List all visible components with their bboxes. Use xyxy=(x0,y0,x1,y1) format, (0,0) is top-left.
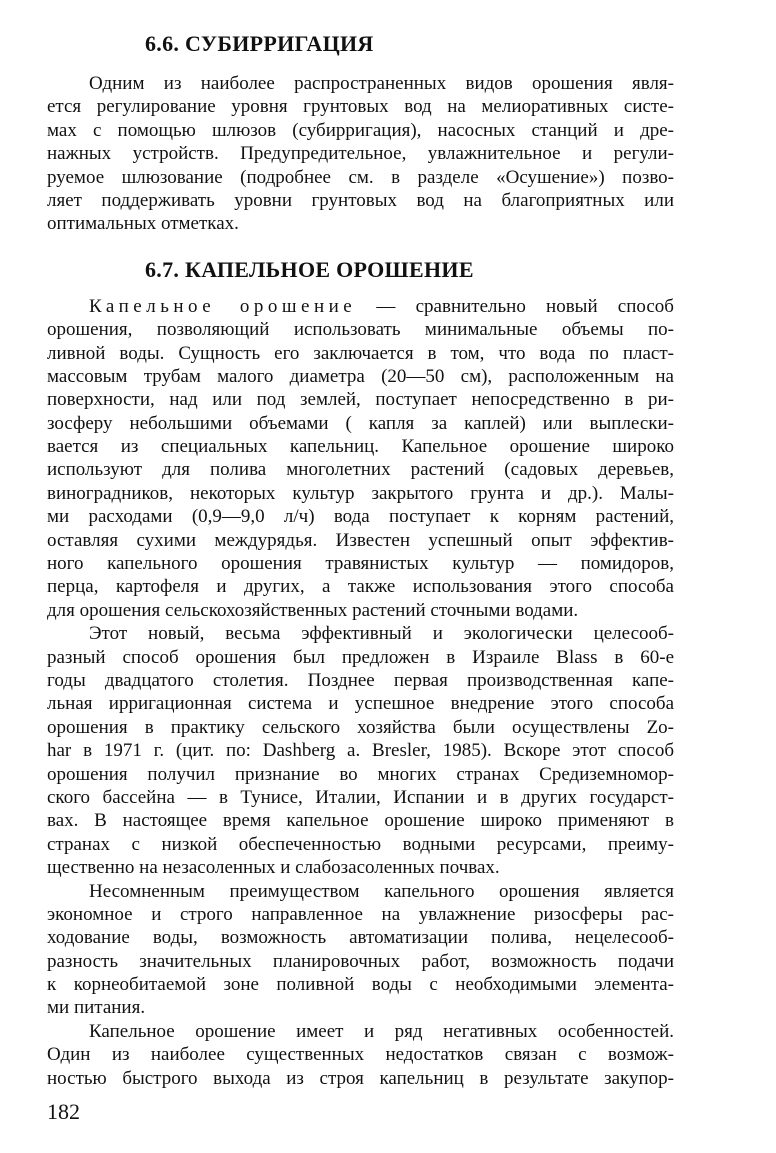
text-line: зосферу небольшими объемами ( капля за каплей) или выплески- xyxy=(47,412,674,434)
spaced-term: Капельное орошение xyxy=(89,295,357,317)
text-line: разный способ орошения был предложен в Израиле Blass в 60-е xyxy=(47,646,674,668)
text-line: ливной воды. Сущность его заключается в том, что вода по пласт- xyxy=(47,342,674,364)
page-content xyxy=(47,30,674,1090)
text-line: Капельное орошение имеет и ряд негативных особенностей. xyxy=(89,1020,674,1042)
text-line: экономное и строго направленное на увлажнение ризосферы рас- xyxy=(47,903,674,925)
text-line: Несомненным преимуществом капельного орошения является xyxy=(89,880,674,902)
paragraph-drip-history xyxy=(47,622,674,879)
text-line: ми расходами (0,9—9,0 л/ч) вода поступает к корням растений, xyxy=(47,506,674,528)
text-line: ного капельного орошения травянистых культур — помидоров, xyxy=(47,553,674,575)
paragraph-drip-advantages xyxy=(47,880,674,1020)
text-line: используют для полива многолетних растений (садовых деревьев, xyxy=(47,459,674,481)
text-line: Один из наиболее существенных недостатков связан с возмож- xyxy=(47,1044,674,1066)
text-line: виноградников, некоторых культур закрытого грунта и др.). Малы- xyxy=(47,482,674,504)
text-line: массовым трубам малого диаметра (20—50 см), расположенным на xyxy=(47,365,674,387)
text-line: Одним из наиболее распространенных видов орошения явля- xyxy=(89,73,674,94)
text-line: перца, картофеля и других, а также использования этого способа xyxy=(47,576,674,598)
text-line: поверхности, над или под землей, поступает непосредственно в ри- xyxy=(47,389,674,411)
text-line: ется регулирование уровня грунтовых вод на мелиоративных систе- xyxy=(47,96,674,118)
text-line: ми питания. xyxy=(47,997,146,1019)
paragraph-drip-drawbacks xyxy=(47,1020,674,1090)
text-line: льная ирригационная система и успешное внедрение этого способа xyxy=(47,693,674,715)
text-line: мах с помощью шлюзов (субирригация), насосных станций и дре- xyxy=(47,119,674,141)
text-line: для орошения сельскохозяйственных растений сточными водами. xyxy=(47,599,579,621)
text-line: щественно на незасоленных и слабозасоленных почвах. xyxy=(47,857,500,879)
text-line: ходование воды, возможность автоматизации полива, нецелесооб- xyxy=(47,927,674,949)
text-line: орошения получил признание во многих странах Средиземномор- xyxy=(47,763,674,785)
text-line: оптимальных отметках. xyxy=(47,213,239,235)
section-title-drip-irrigation: 6.7. КАПЕЛЬНОЕ ОРОШЕНИЕ xyxy=(145,256,474,282)
text-line: разность значительных планировочных работ, возможность подачи xyxy=(47,950,674,972)
text-line: вается из специальных капельниц. Капельное орошение широко xyxy=(47,436,674,458)
text-line: орошения, позволяющий использовать минимальные объемы по- xyxy=(47,319,674,341)
text-line: вах. В настоящее время капельное орошение широко применяют в xyxy=(47,810,674,832)
text-line: har в 1971 г. (цит. по: Dashberg a. Bresler, 1985). Вскоре этот способ xyxy=(47,740,674,762)
text-line: ностью быстрого выхода из строя капельниц в результате закупор- xyxy=(47,1067,674,1089)
text-line: нажных устройств. Предупредительное, увлажнительное и регули- xyxy=(47,143,674,165)
text-fragment: — сравнительно новый способ xyxy=(356,295,674,317)
text-line: Этот новый, весьма эффективный и экологически целесооб- xyxy=(89,623,674,645)
text-line: ского бассейна — в Тунисе, Италии, Испании и в других государст- xyxy=(47,786,674,808)
text-line: к корнеобитаемой зоне поливной воды с необходимыми элемента- xyxy=(47,974,674,996)
text-line: годы двадцатого столетия. Позднее первая производственная капе- xyxy=(47,669,674,691)
text-line: руемое шлюзование (подробнее см. в разделе «Осушение») позво- xyxy=(47,166,674,188)
section-title-subirrigation: 6.6. СУБИРРИГАЦИЯ xyxy=(145,31,374,56)
text-line xyxy=(47,295,674,318)
paragraph-drip-intro xyxy=(47,295,674,622)
text-line: орошения в практику сельского хозяйства были осуществлены Zo- xyxy=(47,716,674,738)
text-line: оставляя сухими междурядья. Известен успешный опыт эффектив- xyxy=(47,529,674,551)
page-number: 182 xyxy=(47,1099,80,1124)
text-line: странах с низкой обеспеченностью водными ресурсами, преиму- xyxy=(47,833,674,855)
text-line: ляет поддерживать уровни грунтовых вод на благоприятных или xyxy=(47,189,674,211)
paragraph-subirrigation xyxy=(47,72,674,236)
